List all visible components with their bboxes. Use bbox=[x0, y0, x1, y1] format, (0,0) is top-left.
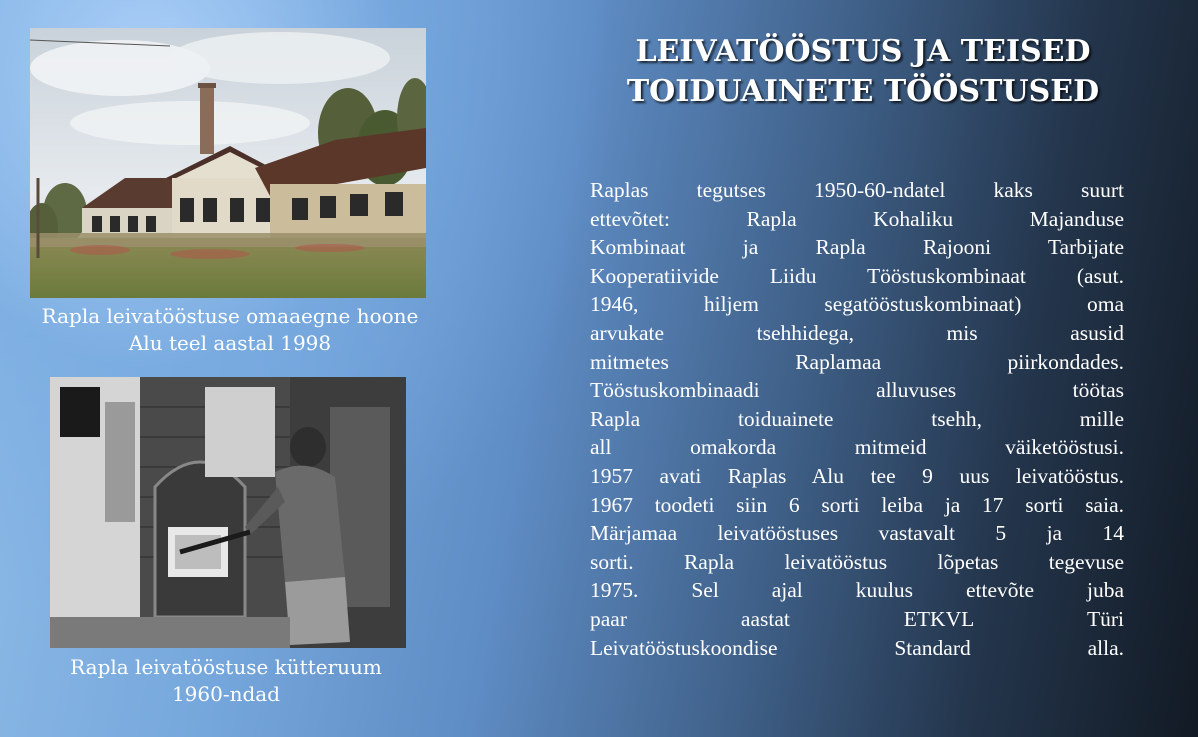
bakery-building-caption bbox=[0, 303, 460, 357]
bakery-building-illustration bbox=[30, 28, 426, 298]
title-line: TOIDUAINETE TÖÖSTUSED bbox=[626, 74, 1100, 109]
body-line: 1967 toodeti siin 6 sorti leiba ja 17 sorti saia. bbox=[590, 492, 1124, 517]
body-line: Rapla toiduainete tsehh, mille bbox=[590, 406, 1124, 431]
body-line: paar aastat ETKVL Türi bbox=[590, 606, 1124, 631]
caption-line: Rapla leivatööstuse omaaegne hoone bbox=[41, 304, 419, 328]
bakery-building-photo bbox=[30, 28, 426, 298]
body-paragraph bbox=[590, 176, 1124, 662]
body-line: all omakorda mitmeid väiketööstusi. bbox=[590, 435, 1124, 460]
caption-line: Rapla leivatööstuse kütteruum bbox=[70, 655, 382, 679]
body-line: Kombinaat ja Rapla Rajooni Tarbijate bbox=[590, 235, 1124, 260]
boiler-room-illustration bbox=[50, 377, 406, 648]
boiler-room-caption bbox=[20, 654, 432, 708]
body-line: 1946, hiljem segatööstuskombinaat) oma bbox=[590, 292, 1124, 317]
body-line: 1975. Sel ajal kuulus ettevõte juba bbox=[590, 578, 1124, 603]
title-line: LEIVATÖÖSTUS JA TEISED bbox=[635, 34, 1091, 69]
caption-line: Alu teel aastal 1998 bbox=[128, 331, 332, 355]
caption-line: 1960-ndad bbox=[171, 682, 281, 706]
boiler-room-photo bbox=[50, 377, 406, 648]
body-line: 1957 avati Raplas Alu tee 9 uus leivatööstus. bbox=[590, 463, 1124, 488]
body-line: arvukate tsehhidega, mis asusid bbox=[590, 320, 1124, 345]
body-line: Märjamaa leivatööstuses vastavalt 5 ja 14 bbox=[590, 521, 1124, 546]
body-line: Leivatööstuskoondise Standard alla. bbox=[590, 635, 1124, 660]
body-line: ettevõtet: Rapla Kohaliku Majanduse bbox=[590, 206, 1124, 231]
body-line: sorti. Rapla leivatööstus lõpetas tegevuse bbox=[590, 549, 1124, 574]
body-line: Tööstuskombinaadi alluvuses töötas bbox=[590, 378, 1124, 403]
body-line: Raplas tegutses 1950-60-ndatel kaks suurt bbox=[590, 178, 1124, 202]
body-line: Kooperatiivide Liidu Tööstuskombinaat (asut. bbox=[590, 263, 1124, 288]
page-title bbox=[596, 32, 1130, 112]
body-line: mitmetes Raplamaa piirkondades. bbox=[590, 349, 1124, 374]
